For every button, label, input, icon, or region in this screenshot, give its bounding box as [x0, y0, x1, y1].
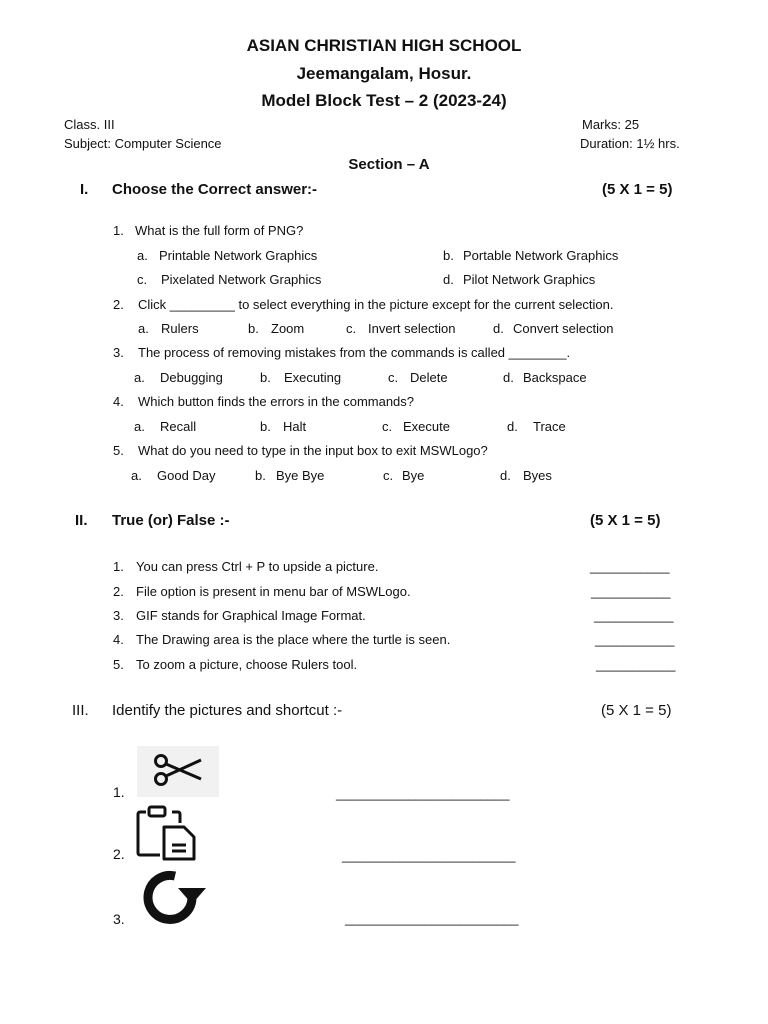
- option-text: Bye Bye: [276, 468, 325, 483]
- tf-number: 4.: [113, 632, 124, 647]
- question-text: Which button finds the errors in the commands?: [138, 394, 415, 409]
- identify-answer-blank[interactable]: ________________________: [342, 848, 516, 863]
- question-number: 1.: [113, 223, 124, 238]
- school-place: Jeemangalam, Hosur.: [296, 64, 472, 83]
- option-letter: b.: [443, 248, 454, 263]
- option-letter: b.: [255, 468, 266, 483]
- option-text: Debugging: [160, 370, 223, 385]
- option-text: Byes: [523, 468, 552, 483]
- option-letter: a.: [134, 419, 145, 434]
- exam-title: Model Block Test – 2 (2023-24): [261, 91, 507, 110]
- scissors-icon: [137, 746, 219, 797]
- option-letter: d.: [503, 370, 514, 385]
- part3-number: III.: [72, 702, 89, 719]
- part1-number: I.: [80, 181, 89, 198]
- tf-number: 1.: [113, 559, 124, 574]
- option-text: Bye: [402, 468, 425, 483]
- section-a-heading: Section – A: [348, 156, 430, 173]
- duration-label: Duration: 1½ hrs.: [580, 136, 680, 151]
- question-text: What is the full form of PNG?: [135, 223, 304, 238]
- marks-label: Marks: 25: [582, 117, 640, 132]
- option-text: Zoom: [271, 321, 305, 336]
- school-name: ASIAN CHRISTIAN HIGH SCHOOL: [246, 36, 522, 55]
- identify-number: 1.: [113, 784, 125, 800]
- option-letter: d.: [493, 321, 504, 336]
- option-letter: c.: [383, 468, 394, 483]
- option-text: Trace: [533, 419, 566, 434]
- option-text: Rulers: [161, 321, 199, 336]
- tf-text: The Drawing area is the place where the turtle is seen.: [136, 632, 451, 647]
- option-text: Halt: [283, 419, 307, 434]
- option-text: Pilot Network Graphics: [463, 272, 596, 287]
- option-letter: a.: [138, 321, 149, 336]
- option-text: Printable Network Graphics: [159, 248, 318, 263]
- part3-marks: (5 X 1 = 5): [601, 702, 672, 719]
- option-letter: c.: [388, 370, 399, 385]
- question-number: 4.: [113, 394, 124, 409]
- tf-number: 3.: [113, 608, 124, 623]
- question-number: 3.: [113, 345, 124, 360]
- tf-number: 2.: [113, 584, 124, 599]
- part1-marks: (5 X 1 = 5): [602, 181, 673, 198]
- identify-answer-blank[interactable]: ________________________: [336, 786, 510, 801]
- option-letter: c.: [137, 272, 148, 287]
- option-letter: d.: [500, 468, 511, 483]
- part3-title: Identify the pictures and shortcut :-: [112, 702, 343, 719]
- tf-answer-blank[interactable]: ___________: [590, 559, 670, 574]
- part2-title: True (or) False :-: [112, 512, 230, 529]
- option-text: Execute: [403, 419, 450, 434]
- identify-number: 3.: [113, 911, 125, 927]
- identify-number: 2.: [113, 846, 125, 862]
- tf-answer-blank[interactable]: ___________: [591, 584, 671, 599]
- redo-icon: [142, 870, 208, 924]
- tf-answer-blank[interactable]: ___________: [596, 657, 676, 672]
- question-text: Click _________ to select everything in the picture except for the current selection.: [138, 297, 614, 312]
- tf-text: File option is present in menu bar of MSWLogo.: [136, 584, 411, 599]
- question-text: What do you need to type in the input box to exit MSWLogo?: [138, 443, 488, 458]
- tf-text: You can press Ctrl + P to upside a picture.: [136, 559, 379, 574]
- option-letter: d.: [507, 419, 518, 434]
- paste-icon: [134, 803, 200, 863]
- option-text: Good Day: [157, 468, 216, 483]
- identify-answer-blank[interactable]: ________________________: [345, 911, 519, 926]
- option-letter: c.: [346, 321, 357, 336]
- option-text: Recall: [160, 419, 197, 434]
- option-letter: a.: [134, 370, 145, 385]
- option-letter: b.: [260, 419, 271, 434]
- option-text: Executing: [284, 370, 342, 385]
- part2-marks: (5 X 1 = 5): [590, 512, 661, 529]
- option-text: Backspace: [523, 370, 587, 385]
- part2-number: II.: [75, 512, 88, 529]
- tf-answer-blank[interactable]: ___________: [594, 608, 674, 623]
- option-letter: b.: [248, 321, 259, 336]
- tf-text: GIF stands for Graphical Image Format.: [136, 608, 366, 623]
- question-number: 2.: [113, 297, 124, 312]
- option-letter: c.: [382, 419, 393, 434]
- tf-text: To zoom a picture, choose Rulers tool.: [136, 657, 358, 672]
- option-letter: d.: [443, 272, 454, 287]
- option-text: Invert selection: [368, 321, 456, 336]
- subject-label: Subject: Computer Science: [64, 136, 222, 151]
- option-text: Convert selection: [513, 321, 614, 336]
- question-number: 5.: [113, 443, 124, 458]
- tf-number: 5.: [113, 657, 124, 672]
- option-text: Portable Network Graphics: [463, 248, 619, 263]
- tf-answer-blank[interactable]: ___________: [595, 632, 675, 647]
- part1-title: Choose the Correct answer:-: [112, 181, 318, 198]
- option-letter: a.: [131, 468, 142, 483]
- option-text: Pixelated Network Graphics: [161, 272, 322, 287]
- option-text: Delete: [410, 370, 448, 385]
- option-letter: a.: [137, 248, 148, 263]
- class-label: Class. III: [64, 117, 115, 132]
- question-text: The process of removing mistakes from the commands is called ________.: [138, 345, 571, 360]
- option-letter: b.: [260, 370, 271, 385]
